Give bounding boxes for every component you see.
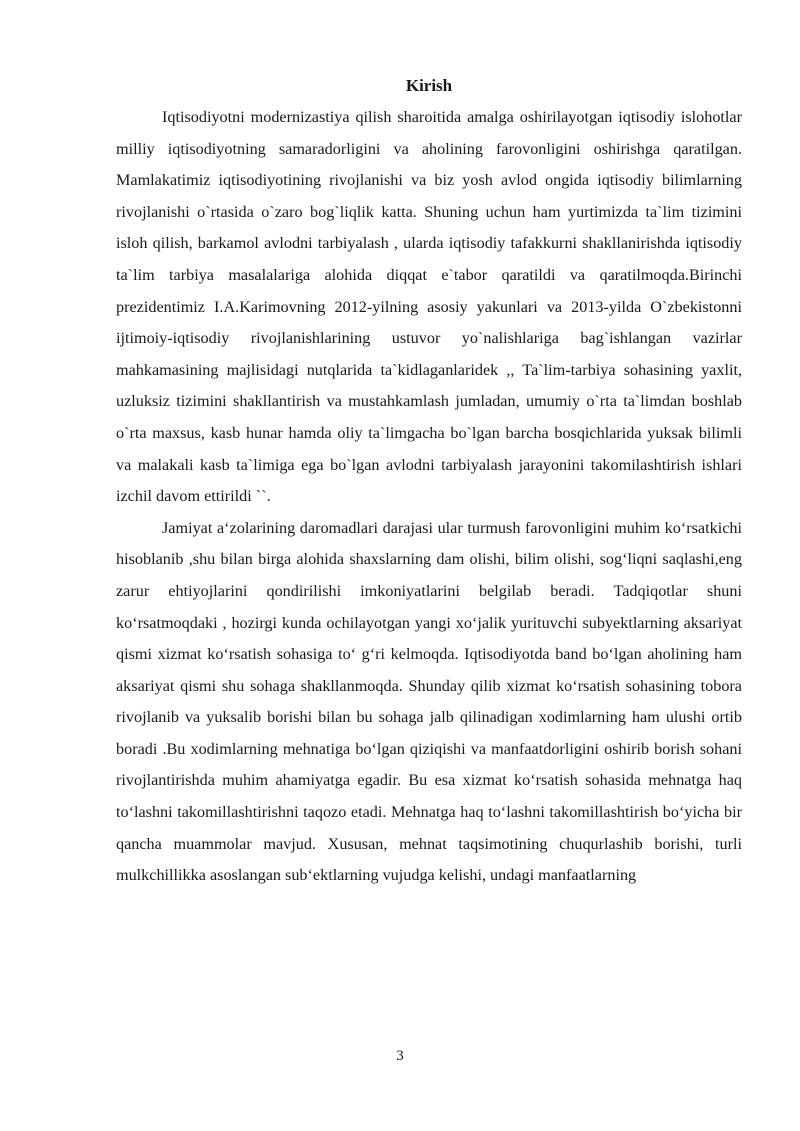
paragraph-1: Iqtisodiyotni modernizastiya qilish sharoitida amalga oshirilayotgan iqtisodiy islohotlar milliy iqtisodiyotning samaradorligini va aholining farovonligini oshirishga qaratilgan. Mamlakatimiz iqtisodiyotining rivojlanishi va biz yosh avlod ongida iqtisodiy bilimlarning rivojlanishi o`rtasida o`zaro bog`liqlik katta. Shuning uchun ham yurtimizda ta`lim tizimini isloh qilish, barkamol avlodni tarbiyalash , ularda iqtisodiy tafakkurni shakllanirishda iqtisodiy ta`lim tarbiya masalalariga alohida diqqat e`tabor qaratildi va qaratilmoqda.Birinchi prezidentimiz I.A.Karimovning 2012-yilning asosiy yakunlari va 2013-yilda O`zbekistonni ijtimoiy-iqtisodiy rivojlanishlarining ustuvor yo`nalishlariga bag`ishlangan vazirlar mahkamasining majlisidagi nutqlarida ta`kidlaganlaridek ,, Ta`lim-tarbiya sohasining yaxlit, uzluksiz tizimini shakllantirish va mustahkamlash jumladan, umumiy o`rta ta`limdan boshlab o`rta maxsus, kasb hunar hamda oliy ta`limgacha bo`lgan barcha bosqichlarida yuksak bilimli va malakali kasb ta`limiga ega bo`lgan avlodni tarbiyalash jarayonini takomilashtirish ishlari izchil davom ettirildi ``. [116, 108, 742, 506]
document-title: Kirish [405, 76, 453, 95]
page-number: 3 [396, 1048, 404, 1064]
paragraph-2: Jamiyat a‘zolarining daromadlari darajasi ular turmush farovonligini muhim ko‘rsatkichi hisoblanib ,shu bilan birga alohida shaxslarning dam olishi, bilim olishi, sog‘liqni saqlashi,eng zarur ehtiyojlarini qondirilishi imkoniyatlarini belgilab beradi. Tadqiqotlar shuni ko‘rsatmoqdaki , hozirgi kunda ochilayotgan yangi xo‘jalik yurituvchi subyektlarning aksariyat qismi xizmat ko‘rsatish sohasiga to‘ g‘ri kelmoqda. Iqtisodiyotda band bo‘lgan aholining ham aksariyat qismi shu sohaga shakllanmoqda. Shunday qilib xizmat ko‘rsatish sohasining tobora rivojlanib va yuksalib borishi bilan bu sohaga jalb qilinadigan xodimlarning ham ulushi ortib boradi .Bu xodimlarning mehnatiga bo‘lgan qiziqishi va manfaatdorligini oshirib borish sohani rivojlantirishda muhim ahamiyatga egadir. Bu esa xizmat ko‘rsatish sohasida mehnatga haq to‘lashni takomillashtirishni taqozo etadi. Mehnatga haq to‘lashni takomillashtirish bo‘yicha bir qancha muammolar mavjud. Xususan, mehnat taqsimotining chuqurlashib borishi, turli mulkchillikka asoslangan sub‘ektlarning vujudga kelishi, undagi manfaatlarning [116, 518, 742, 885]
document-page [116, 74, 742, 892]
